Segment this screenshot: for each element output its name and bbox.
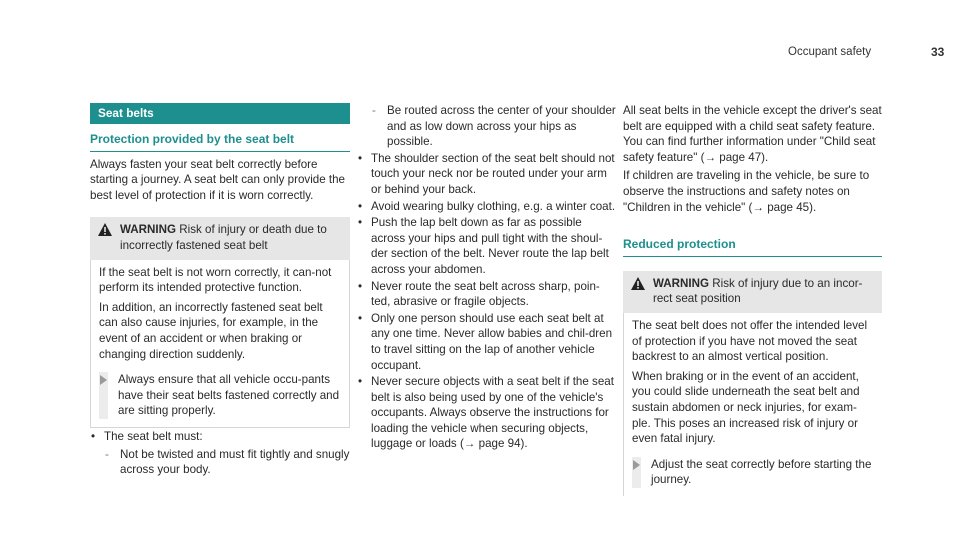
subheading-protection: Protection provided by the seat belt xyxy=(90,132,350,152)
warning-body xyxy=(90,260,350,428)
warning-text xyxy=(653,276,874,307)
list-item: • Avoid wearing bulky clothing, e.g. a winter coat. xyxy=(357,199,619,215)
warning-triangle-icon xyxy=(98,222,114,253)
running-header: Occupant safety xyxy=(788,46,872,58)
tip-marker xyxy=(632,457,641,488)
page-number: 33 xyxy=(931,45,945,59)
list-item: • Only one person should use each seat belt at any one time. Never allow babies and chil-dren to travel sitting on the lap of another vehicle occupant. xyxy=(357,311,619,373)
list-item: • Never secure objects with a seat belt if the seat belt is also being used by one of the vehicle's occupants. Always observe the instructions for loading the vehicle when securing objects, luggage or loads (→ page 94). xyxy=(357,374,619,452)
warning-triangle-icon xyxy=(631,276,647,307)
tip-marker xyxy=(99,372,108,419)
list-item: • Never route the seat belt across sharp, poin-ted, abrasive or fragile objects. xyxy=(357,279,619,310)
warning-paragraph: If the seat belt is not worn correctly, it can-not perform its intended protective function. xyxy=(99,265,332,295)
tip-text: Always ensure that all vehicle occu-pants have their seat belts fastened correctly and are sitting properly. xyxy=(118,373,340,418)
warning-paragraph: When braking or in the event of an accident, you could slide underneath the seat belt and sustain abdomen or neck injuries, for exam-ple. This poses an increased risk of injury or even fatal injury. xyxy=(632,369,860,446)
list-item: • The shoulder section of the seat belt should not touch your neck nor be routed under your arm or behind your back. xyxy=(357,151,619,198)
list-item xyxy=(90,429,350,478)
play-arrow-icon xyxy=(100,375,107,385)
paragraph-child-seat: All seat belts in the vehicle except the driver's seat belt are equipped with a child seat safety feature. You can find further information under "Child seat safety feature" (→ page 47). xyxy=(623,104,882,164)
warning-label: WARNING xyxy=(120,223,177,237)
warning-header xyxy=(90,217,350,259)
warning-text xyxy=(120,222,342,253)
bullet-list xyxy=(90,429,350,478)
warning-header xyxy=(623,271,882,313)
column-middle xyxy=(357,103,619,452)
intro-text: Always fasten your seat belt correctly before starting a journey. A seat belt can only provide the best level of protection if it is worn correctly. xyxy=(90,157,346,202)
warning-label: WARNING xyxy=(653,276,710,290)
list-item-text: The seat belt must: xyxy=(104,429,203,443)
warning-title: Risk of injury or death due to incorrectly fastened seat belt xyxy=(120,223,327,252)
warning-box xyxy=(623,271,882,496)
warning-paragraph: In addition, an incorrectly fastened seat belt can also cause injuries, for example, in the event of an accident or when braking or changing direction suddenly. xyxy=(99,300,323,361)
dash-item: - Be routed across the center of your shoulder and as low down across your hips as possible. xyxy=(371,103,619,150)
tip-block xyxy=(99,372,341,419)
warning-box xyxy=(90,217,350,428)
dash-list xyxy=(104,447,350,478)
tip-text: Adjust the seat correctly before starting the journey. xyxy=(651,457,872,487)
paragraph-children: If children are traveling in the vehicle, be sure to observe the instructions and safety notes on "Children in the vehicle" (→ page 45). xyxy=(623,169,870,214)
column-left xyxy=(90,103,350,478)
subheading-reduced-protection: Reduced protection xyxy=(623,237,882,257)
column-right xyxy=(623,103,882,496)
warning-body xyxy=(623,313,882,496)
dash-list xyxy=(371,103,619,150)
bullet-list xyxy=(357,151,619,452)
list-item: • Push the lap belt down as far as possible across your hips and pull tight with the shoul-der section of the belt. Never route the lap belt across your abdomen. xyxy=(357,215,619,277)
warning-paragraph: The seat belt does not offer the intended level of protection if you have not moved the seat backrest to an almost vertical position. xyxy=(632,318,868,364)
play-arrow-icon xyxy=(633,460,640,470)
warning-title: Risk of injury due to an incor-rect seat position xyxy=(653,276,863,306)
tip-block xyxy=(632,457,874,488)
section-title: Seat belts xyxy=(90,103,350,124)
dash-item: - Not be twisted and must fit tightly and snugly across your body. xyxy=(104,447,350,478)
